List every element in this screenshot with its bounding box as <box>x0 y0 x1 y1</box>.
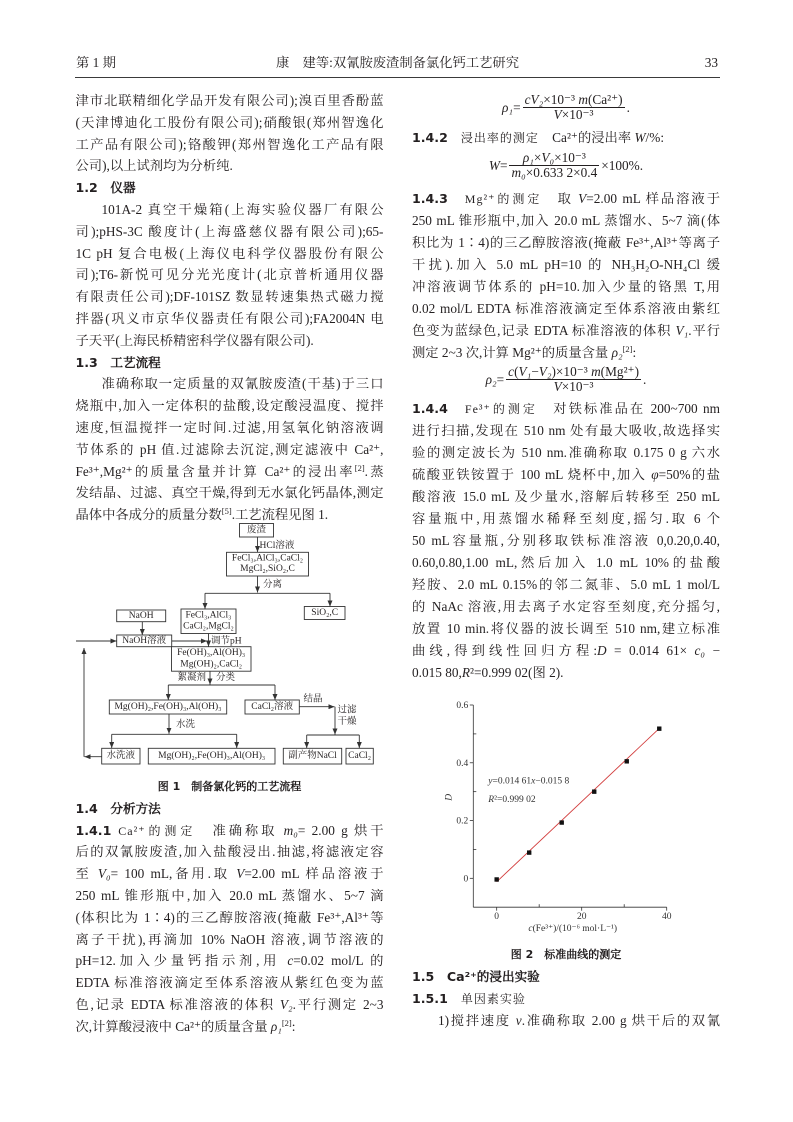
flow-node-label: NaOH溶液 <box>122 635 167 646</box>
equation-body <box>486 365 647 394</box>
text-run: . <box>643 371 647 387</box>
text-line <box>412 508 720 530</box>
text-run: 有限责任公司);DF-101SZ 数显转速集热式磁力搅 <box>75 289 384 305</box>
text-run: m₀ <box>283 822 298 838</box>
text-line <box>412 552 720 574</box>
text-line <box>412 276 720 298</box>
text-run: 图 1 <box>157 779 181 793</box>
text-line <box>76 112 384 134</box>
flow-node-label: CaCl₂ <box>348 751 372 762</box>
flow-node-label: Mg(OH)₂,Fe(OH)₃,Al(OH)₃ <box>158 751 266 762</box>
text-run: 0.02 mol/L EDTA 标准溶液滴定至体系溶液由紫红 <box>412 301 720 316</box>
text-run: 标准曲线的测定 <box>533 948 622 961</box>
flow-edge-label: 水洗 <box>176 719 196 730</box>
text-run: ρ₁ <box>502 99 514 115</box>
text-run: 硫酸亚铁铵置于 100 mL 烧杯中,加入 <box>412 467 652 482</box>
text-run: −0.015 8 <box>535 776 570 787</box>
equation-lhs <box>502 101 521 115</box>
text-run: W <box>488 157 500 173</box>
text-run: 曲线,得到线性回归方程: <box>412 643 598 658</box>
flow-node-label: CaCl₂,MgCl₂ <box>183 621 234 632</box>
text-run: y <box>488 776 493 787</box>
text-run: 后的双氰胺废渣,加入盐酸浸出.抽滤,将滤液定容 <box>75 844 384 860</box>
text-run: Ca²⁺的测定 <box>111 823 197 838</box>
text-run: 发结晶、过滤、真空干燥,得到无水氯化钙晶体,测定 <box>75 485 384 501</box>
text-line <box>412 662 720 684</box>
text-run: x <box>531 776 536 787</box>
text-run: V₁ <box>675 323 689 338</box>
text-line <box>412 486 720 508</box>
denominator <box>552 380 596 394</box>
text-run: − <box>705 643 720 658</box>
text-run: .平行 <box>688 323 721 338</box>
text-run: R <box>461 665 470 680</box>
text-run: V <box>553 107 562 122</box>
fraction <box>506 365 641 394</box>
text-line <box>412 320 720 342</box>
equation-tail <box>627 101 630 115</box>
equation <box>412 364 720 398</box>
text-run: × <box>533 150 542 165</box>
numerator <box>523 93 625 107</box>
text-run: = <box>513 99 521 115</box>
text-line <box>412 298 720 320</box>
denominator <box>509 166 599 180</box>
text-run: m₀ <box>511 165 526 180</box>
text-run: 烧瓶中,加入一定体积的盐酸,设定酸浸温度、搅拌 <box>75 398 384 414</box>
text-run: 250 mL 锥形瓶中,加入 20.0 mL 蒸馏水、5~7 滴(体 <box>412 213 720 228</box>
flow-edge-label: 干燥 <box>337 716 357 727</box>
text-run: m <box>578 92 588 107</box>
text-run: c <box>528 924 533 934</box>
text-run: 浸出率的测定 <box>447 131 539 145</box>
text-line <box>412 442 720 464</box>
flow-edge-label: 调节pH <box>211 636 242 647</box>
text-line <box>412 420 720 442</box>
text-line <box>412 127 720 149</box>
text-line <box>76 417 384 439</box>
text-run: v <box>515 1013 522 1028</box>
text-run: 离子干扰),再滴加 10% NaOH 溶液,调节溶液的 <box>75 931 384 947</box>
text-run: )×10⁻³ <box>551 364 592 379</box>
x-tick-label: 40 <box>661 912 672 923</box>
text-run: 次,计算酸浸液中 Ca²⁺的质量含量 <box>75 1018 271 1034</box>
running-header <box>75 52 720 78</box>
flow-edge-label: 过滤 <box>337 705 357 716</box>
data-point <box>592 789 596 793</box>
text-line <box>76 286 384 308</box>
text-run: . <box>626 99 630 115</box>
text-line <box>76 1016 384 1038</box>
text-run: 进行扫描,发现在 510 nm 处有最大吸收,故选择实 <box>412 423 720 438</box>
journal-issue: 第 1 期 <box>76 55 116 70</box>
text-line <box>76 330 384 352</box>
text-line <box>412 988 720 1010</box>
text-line <box>76 820 384 842</box>
page-number: 33 <box>704 55 718 70</box>
text-run: 积比为 1∶4)的三乙醇胺溶液(掩蔽 Fe³⁺,Al³⁺等离子 <box>412 235 720 250</box>
text-run: = <box>496 371 505 387</box>
text-run: 准确称取 <box>196 822 284 838</box>
text-run: V <box>578 191 587 206</box>
text-run: 1.4.1 <box>75 822 112 838</box>
text-line <box>412 530 720 552</box>
numerator <box>506 365 641 379</box>
text-line <box>412 210 720 232</box>
text-run: 放置 10 min.将仪器的波长调至 510 nm,建立标准 <box>412 621 720 636</box>
text-run: ×10⁻³ <box>561 107 594 122</box>
text-run: Ca²⁺的浸出率 <box>538 130 635 145</box>
y-tick-label: 0.2 <box>456 816 469 827</box>
data-point <box>657 726 661 730</box>
citation-superscript: [2] <box>622 344 633 354</box>
text-line <box>76 863 384 885</box>
flow-node-label: 副产物NaCl <box>288 751 337 762</box>
text-line <box>76 461 384 483</box>
figure-caption <box>412 944 720 966</box>
text-line <box>412 232 720 254</box>
text-line <box>76 373 384 395</box>
section-heading <box>76 352 384 374</box>
text-run: (Ca²⁺) <box>587 92 623 107</box>
flow-node-label: CaCl₂溶液 <box>251 701 294 712</box>
text-run: V₂ <box>530 92 544 107</box>
text-run: 色,记录 EDTA 标准溶液的体积 <box>75 996 280 1012</box>
text-run: 制备氯化钙的工艺流程 <box>180 779 302 793</box>
citation-superscript: [2] <box>354 462 365 473</box>
text-run: m <box>591 364 601 379</box>
text-run: ρ₁ <box>522 150 534 165</box>
text-run: = 0.014 61× <box>606 643 695 658</box>
text-run: D <box>597 643 607 658</box>
text-run: 公司),以上试剂均为分析纯. <box>75 158 233 174</box>
flow-edge-label: 分离 <box>263 579 283 590</box>
flow-node-label: FeCl₃,AlCl₃ <box>185 610 232 621</box>
text-run: V₂ <box>538 364 552 379</box>
y-axis-label: D <box>444 793 455 801</box>
text-line <box>412 596 720 618</box>
text-line <box>76 994 384 1016</box>
text-run: V <box>553 379 562 394</box>
text-run: 取 <box>542 191 579 206</box>
flow-node-label: MgCl₂,SiO₂,C <box>240 563 295 574</box>
text-run: 1)搅拌速度 <box>438 1013 516 1028</box>
text-line <box>76 243 384 265</box>
text-run: ×100%. <box>601 157 644 173</box>
text-run: Fe³⁺的测定 <box>447 402 538 416</box>
text-run: 晶体中各成分的质量分数 <box>75 507 222 523</box>
text-run: =0.014 61 <box>492 776 532 787</box>
y-tick-label: 0.6 <box>456 701 469 712</box>
text-run: 的 NaAc 溶液,用去离子水定容至刻度,充分摇匀, <box>412 599 720 614</box>
text-run: φ <box>651 467 659 482</box>
text-run: 测定 2~3 次,计算 Mg²⁺的质量含量 <box>412 345 612 360</box>
data-point <box>625 759 629 763</box>
denominator <box>552 108 596 122</box>
right-column <box>412 88 720 1032</box>
equation-tail <box>601 159 643 173</box>
text-run: 验的测定波长为 510 nm.准确称取 0.175 0 g 六水 <box>412 445 720 460</box>
flow-node-label: 废渣 <box>246 525 267 536</box>
text-run: 工产品有限公司);铬酸钾(郑州智逸化工产品有限 <box>75 136 384 152</box>
data-point <box>494 877 498 881</box>
text-run: = <box>499 157 508 173</box>
regression-annotation <box>487 795 536 805</box>
text-run: 1C pH 复合电极(上海仪电科学仪器股份有限公 <box>75 245 384 261</box>
text-run: ²=0.999 02 <box>494 795 536 805</box>
text-run: =50%的盐 <box>658 467 720 482</box>
text-run: 司);pHS-3C 酸度计(上海盛慈仪器有限公司);65- <box>75 223 384 239</box>
text-line <box>76 395 384 417</box>
text-run: 酸溶液 15.0 mL 及少量水,溶解后转移至 250 mL <box>412 489 720 504</box>
equation-body <box>489 151 643 180</box>
text-run: .蒸 <box>364 463 384 479</box>
figure-1-flowchart <box>76 526 384 776</box>
text-run: V <box>236 866 245 882</box>
text-run: = 2.00 g 烘干 <box>297 822 384 838</box>
text-run: 对铁标准品在 200~700 nm <box>537 401 720 416</box>
text-run: V₀ <box>97 866 111 882</box>
text-line <box>76 264 384 286</box>
text-line <box>76 929 384 951</box>
text-line <box>76 841 384 863</box>
text-run: 津市北联精细化学品开发有限公司);溴百里香酚蓝 <box>75 93 384 108</box>
text-line <box>412 342 720 364</box>
standard-curve-chart <box>412 684 720 944</box>
text-line <box>412 188 720 210</box>
text-line <box>76 439 384 461</box>
y-tick-label: 0.4 <box>456 758 469 769</box>
text-run: 0.60,0.80,1.00 mL,然后加入 1.0 mL 10%的盐酸 <box>412 555 720 570</box>
text-run: .平行测定 2~3 <box>292 996 384 1012</box>
numerator <box>521 151 588 165</box>
text-run: W <box>634 130 646 145</box>
text-run: ρ₁ <box>270 1018 282 1034</box>
flow-node-label: 水洗液 <box>106 751 136 762</box>
text-run: ρ₂ <box>485 371 497 387</box>
text-run: ×0.633 2×0.4 <box>525 165 598 180</box>
text-run: − <box>531 364 539 379</box>
text-run: c <box>524 92 531 107</box>
text-run: V₂ <box>279 996 293 1012</box>
text-run: 拌器(巩义市京华仪器责任有限公司);FA2004N 电 <box>75 310 384 326</box>
text-line <box>412 254 720 276</box>
text-run: pH=12.加入少量钙指示剂,用 <box>75 953 288 969</box>
y-tick-label: 0 <box>463 874 469 885</box>
flow-edge-label: 分类 <box>216 672 236 683</box>
text-line <box>76 885 384 907</box>
flow-node-label: Mg(OH)₂,Fe(OH)₃,Al(OH)₃ <box>114 701 222 712</box>
text-run: Fe³⁺,Mg²⁺的质量含量并计算 Ca²⁺的浸出率 <box>75 463 355 479</box>
equation-tail <box>643 373 646 387</box>
text-run: =0.02 mol/L 的 <box>293 953 384 969</box>
text-run: c₀ <box>694 643 706 658</box>
text-run: 至 <box>75 866 98 882</box>
text-run: : <box>291 1018 296 1034</box>
text-run: =2.00 mL 样品溶液于 <box>586 191 720 206</box>
data-point <box>560 820 564 824</box>
text-run: 1.5 Ca²⁺的浸出实验 <box>412 969 540 984</box>
text-run: 50 mL容量瓶,分别移取铁标准溶液 0,0.20,0.40, <box>412 533 720 548</box>
text-run: EDTA 标准溶液滴定至体系溶液从紫红色变为蓝 <box>75 975 384 991</box>
text-run: ρ₂ <box>611 345 623 360</box>
text-run: 准确称取一定质量的双氰胺废渣(干基)于三口 <box>101 376 384 392</box>
equation-lhs <box>486 373 505 387</box>
citation-superscript: [5] <box>221 506 232 517</box>
text-run: =2.00 mL 样品溶液于 <box>244 866 384 882</box>
text-run: ×10⁻³ <box>561 379 594 394</box>
running-title: 康 建等:双氰胺废渣制备氯化钙工艺研究 <box>275 55 520 70</box>
text-run: 干扰).加入 5.0 mL pH=10 的 NH₃H₂O-NH₄Cl 缓 <box>412 257 720 272</box>
text-run: /%: <box>645 130 665 145</box>
data-point <box>527 850 531 854</box>
left-column <box>76 90 384 1038</box>
equation <box>412 149 720 188</box>
text-run: 1.5.1 <box>412 991 448 1006</box>
text-run: = 100 mL,备用.取 <box>110 866 237 882</box>
text-run: 101A-2 真空干燥箱(上海实验仪器厂有限公 <box>101 201 384 217</box>
text-run: 1.4.2 <box>412 130 448 145</box>
text-run: (Mg²⁺) <box>600 364 640 379</box>
text-line <box>76 221 384 243</box>
text-run: 速度,恒温搅拌一定时间.过滤,用氢氧化钠溶液调 <box>75 419 384 435</box>
text-run: ×10⁻³ <box>554 150 586 165</box>
text-run: 250 mL 锥形瓶中,加入 20.0 mL 蒸馏水、5~7 滴 <box>75 887 384 903</box>
text-run: R <box>488 795 495 805</box>
text-line <box>412 1010 720 1032</box>
text-run: ²=0.999 02(图 2). <box>470 665 564 680</box>
text-run: 司);T6-新悦可见分光光度计(北京普析通用仪器 <box>75 267 384 283</box>
text-run: 0.015 80, <box>412 665 462 680</box>
x-tick-label: 0 <box>494 912 500 923</box>
text-line <box>412 618 720 640</box>
text-line <box>76 504 384 526</box>
text-run: 冲溶液调节体系的 pH=10.加入少量的铬黑 T,用 <box>412 279 720 294</box>
text-run: 1.4.3 <box>412 191 448 206</box>
flow-node-label: NaOH <box>128 610 154 621</box>
text-line <box>76 308 384 330</box>
text-run: c <box>287 953 294 969</box>
text-run: 1.2 仪器 <box>75 180 136 196</box>
x-axis-label <box>528 923 617 934</box>
text-run: (Fe³⁺)/(10⁻⁶ mol·L⁻¹) <box>532 924 618 934</box>
text-line <box>76 482 384 504</box>
flowchart-svg <box>75 526 385 776</box>
text-line <box>412 398 720 420</box>
section-heading <box>412 966 720 988</box>
text-line <box>76 155 384 177</box>
text-line <box>76 972 384 994</box>
fraction <box>523 93 625 122</box>
figure-caption <box>76 776 384 798</box>
text-line <box>76 907 384 929</box>
text-run: V₁ <box>518 364 532 379</box>
text-run: 1.4.4 <box>412 401 448 416</box>
text-line <box>76 199 384 221</box>
text-run: .工艺流程见图 1. <box>231 507 329 523</box>
flow-edge-label: HCl溶液 <box>259 540 295 551</box>
text-run: ( <box>514 364 519 379</box>
flow-node-label: Mg(OH)₂,CaCl₂ <box>180 659 243 670</box>
regression-annotation <box>487 777 569 787</box>
figure-2-standard-curve <box>412 684 720 944</box>
text-run: 1.4 分析方法 <box>75 800 161 816</box>
text-run: ×10⁻³ <box>543 92 579 107</box>
text-run: 图 2 <box>510 948 534 961</box>
text-line <box>76 134 384 156</box>
flow-node-label: SiO₂,C <box>311 607 339 618</box>
text-line <box>412 464 720 486</box>
citation-superscript: [2] <box>281 1017 292 1028</box>
flow-edge-label: 絮凝剂 <box>177 672 206 683</box>
text-run: 色变为蓝绿色,记录 EDTA 标准溶液的体积 <box>412 323 676 338</box>
x-tick-label: 20 <box>576 912 587 923</box>
text-line <box>76 950 384 972</box>
equation <box>412 88 720 127</box>
flow-node-label: Fe(OH)₃,Al(OH)₃ <box>177 647 246 658</box>
text-run: .准确称取 2.00 g 烘干后的双氰 <box>521 1013 720 1028</box>
flow-node-label: FeCl₃,AlCl₃,CaCl₂ <box>231 553 304 564</box>
text-run: 节体系的 pH 值.过滤除去沉淀,测定滤液中 Ca²⁺, <box>75 441 384 457</box>
text-run: 子天平(上海民桥精密科学仪器有限公司). <box>75 332 314 348</box>
text-run: 单因素实验 <box>447 992 526 1006</box>
text-run: Mg²⁺的测定 <box>447 192 543 206</box>
text-line <box>412 640 720 662</box>
text-line <box>412 574 720 596</box>
text-line <box>76 90 384 112</box>
text-run: c <box>508 364 515 379</box>
equation-lhs <box>489 159 508 173</box>
text-run: 容量瓶中,用蒸馏水稀释至刻度,摇匀.取 6 个 <box>412 511 720 526</box>
text-run: (体积比为 1∶4)的三乙醇胺溶液(掩蔽 Fe³⁺,Al³⁺等 <box>75 909 384 925</box>
text-run: (天津博迪化工股份有限公司);硝酸银(郑州智逸化 <box>75 114 384 130</box>
equation-body <box>502 93 630 122</box>
flow-edge-label: 结晶 <box>303 694 323 705</box>
text-run: : <box>632 345 637 360</box>
text-run: 1.3 工艺流程 <box>75 354 161 370</box>
section-heading <box>76 798 384 820</box>
section-heading <box>76 177 384 199</box>
text-run: 羟胺、2.0 mL 0.15%的邻二氮菲、5.0 mL 1 mol/L <box>412 577 720 592</box>
text-run: V₀ <box>541 150 555 165</box>
fraction <box>509 151 599 180</box>
